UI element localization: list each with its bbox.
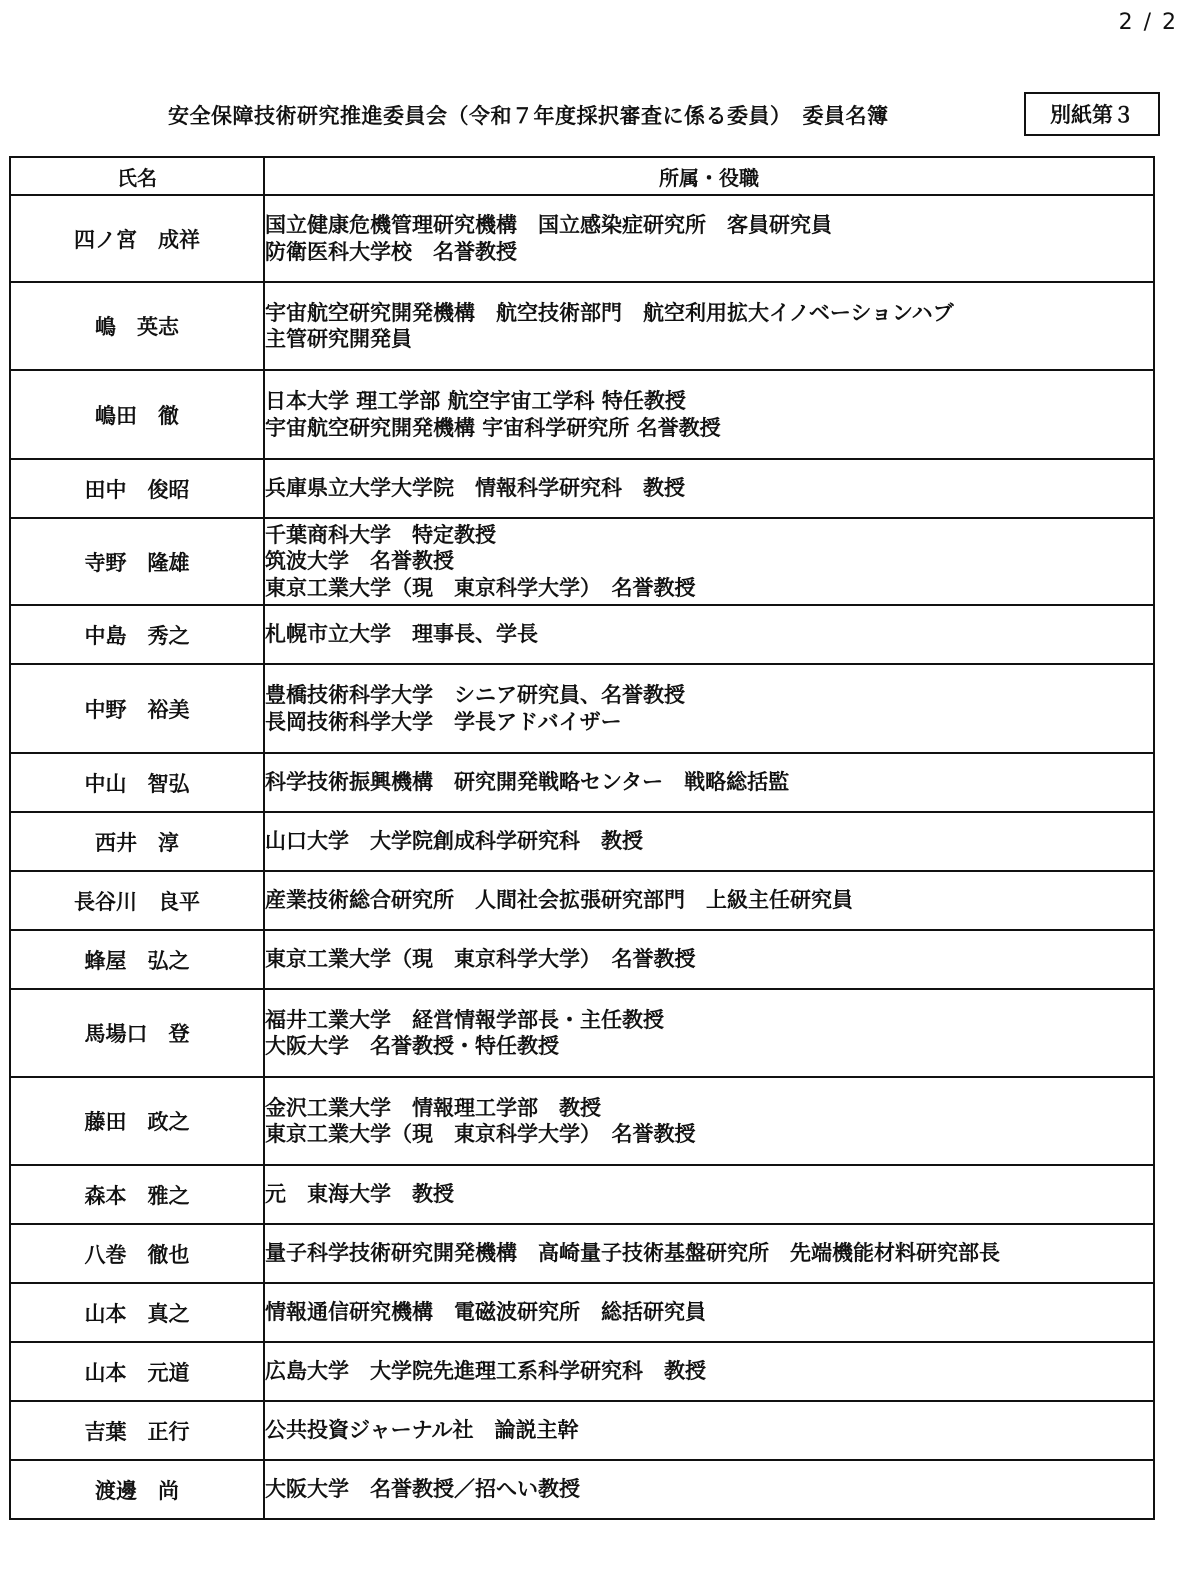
- table-row: [10, 282, 1154, 370]
- member-name: 嶋 英志: [10, 282, 264, 370]
- affiliation-line: 筑波大学 名誉教授: [265, 549, 454, 574]
- affiliation-line: 防衛医科大学校 名誉教授: [265, 239, 517, 264]
- affiliation-line: 元 東海大学 教授: [265, 1182, 454, 1207]
- affiliation-line: 東京工業大学（現 東京科学大学） 名誉教授: [265, 575, 696, 600]
- member-name: 山本 元道: [10, 1342, 264, 1401]
- table-row: [10, 812, 1154, 871]
- member-affiliation: [264, 1283, 1154, 1342]
- member-affiliation: [264, 664, 1154, 753]
- member-affiliation: [264, 605, 1154, 664]
- affiliation-line: 兵庫県立大学大学院 情報科学研究科 教授: [265, 476, 685, 501]
- member-name: 蜂屋 弘之: [10, 930, 264, 989]
- member-name: 中山 智弘: [10, 753, 264, 812]
- member-affiliation: [264, 195, 1154, 282]
- affiliation-line: 情報通信研究機構 電磁波研究所 総括研究員: [265, 1300, 706, 1325]
- affiliation-line: 宇宙航空研究開発機構 宇宙科学研究所 名誉教授: [265, 415, 721, 440]
- member-name: 山本 真之: [10, 1283, 264, 1342]
- affiliation-line: 東京工業大学（現 東京科学大学） 名誉教授: [265, 1122, 696, 1146]
- affiliation-line: 宇宙航空研究開発機構 航空技術部門 航空利用拡大イノベーションハブ: [265, 300, 954, 325]
- affiliation-line: 量子科学技術研究開発機構 高崎量子技術基盤研究所 先端機能材料研究部長: [265, 1241, 1000, 1266]
- affiliation-line: 福井工業大学 経営情報学部長・主任教授: [265, 1007, 664, 1032]
- member-affiliation: [264, 930, 1154, 989]
- affiliation-line: 東京工業大学（現 東京科学大学） 名誉教授: [265, 947, 696, 972]
- member-affiliation: [264, 812, 1154, 871]
- member-affiliation: [264, 1401, 1154, 1460]
- member-name: 中島 秀之: [10, 605, 264, 664]
- table-row: [10, 930, 1154, 989]
- affiliation-line: 公共投資ジャーナル社 論説主幹: [265, 1418, 579, 1443]
- table-row: [10, 664, 1154, 753]
- member-affiliation: [264, 459, 1154, 518]
- member-affiliation: [264, 282, 1154, 370]
- table-row: [10, 753, 1154, 812]
- member-affiliation: [264, 1077, 1154, 1165]
- table-row: [10, 1283, 1154, 1342]
- affiliation-line: 国立健康危機管理研究機構 国立感染症研究所 客員研究員: [265, 213, 832, 238]
- member-name: 藤田 政之: [10, 1077, 264, 1165]
- affiliation-line: 大阪大学 名誉教授・特任教授: [265, 1034, 559, 1058]
- document-header: [0, 92, 1200, 140]
- table-row: [10, 1165, 1154, 1224]
- table-row: [10, 1224, 1154, 1283]
- member-affiliation: [264, 1460, 1154, 1519]
- member-affiliation: [264, 1342, 1154, 1401]
- affiliation-line: 長岡技術科学大学 学長アドバイザー: [265, 709, 622, 734]
- member-name: 中野 裕美: [10, 664, 264, 753]
- member-affiliation: [264, 370, 1154, 459]
- table-row: [10, 518, 1154, 605]
- affiliation-line: 主管研究開発員: [265, 327, 412, 351]
- table-row: [10, 1077, 1154, 1165]
- table-header-row: [10, 157, 1154, 195]
- member-name: 森本 雅之: [10, 1165, 264, 1224]
- affiliation-line: 札幌市立大学 理事長、学長: [265, 622, 538, 647]
- affiliation-line: 日本大学 理工学部 航空宇宙工学科 特任教授: [265, 389, 686, 414]
- document-title: 安全保障技術研究推進委員会（令和７年度採択審査に係る委員） 委員名簿: [168, 104, 889, 128]
- page-number: 2 / 2: [1118, 10, 1178, 35]
- member-affiliation: [264, 989, 1154, 1077]
- affiliation-line: 大阪大学 名誉教授／招へい教授: [265, 1477, 580, 1502]
- table-row: [10, 1460, 1154, 1519]
- table-row: [10, 1401, 1154, 1460]
- table-row: [10, 1342, 1154, 1401]
- member-name: 渡邊 尚: [10, 1460, 264, 1519]
- member-name: 西井 淳: [10, 812, 264, 871]
- affiliation-line: 山口大学 大学院創成科学研究科 教授: [265, 829, 643, 854]
- table-row: [10, 370, 1154, 459]
- member-affiliation: [264, 1165, 1154, 1224]
- affiliation-column-header: 所属・役職: [264, 157, 1154, 195]
- member-name: 嶋田 徹: [10, 370, 264, 459]
- name-column-header: 氏名: [10, 157, 264, 195]
- table-row: [10, 605, 1154, 664]
- table-row: [10, 871, 1154, 930]
- member-name: 寺野 隆雄: [10, 518, 264, 605]
- member-affiliation: [264, 1224, 1154, 1283]
- table-row: [10, 989, 1154, 1077]
- member-roster-table: [9, 156, 1155, 1520]
- member-affiliation: [264, 753, 1154, 812]
- affiliation-line: 広島大学 大学院先進理工系科学研究科 教授: [265, 1359, 706, 1384]
- member-name: 八巻 徹也: [10, 1224, 264, 1283]
- affiliation-line: 千葉商科大学 特定教授: [265, 523, 496, 548]
- affiliation-line: 金沢工業大学 情報理工学部 教授: [265, 1095, 601, 1120]
- member-affiliation: [264, 518, 1154, 605]
- member-name: 長谷川 良平: [10, 871, 264, 930]
- member-affiliation: [264, 871, 1154, 930]
- table-row: [10, 195, 1154, 282]
- table-row: [10, 459, 1154, 518]
- affiliation-line: 科学技術振興機構 研究開発戦略センター 戦略総括監: [265, 770, 790, 795]
- affiliation-line: 産業技術総合研究所 人間社会拡張研究部門 上級主任研究員: [265, 888, 853, 913]
- affiliation-line: 豊橋技術科学大学 シニア研究員、名誉教授: [265, 683, 685, 708]
- member-name: 四ノ宮 成祥: [10, 195, 264, 282]
- member-name: 吉葉 正行: [10, 1401, 264, 1460]
- table-body: [10, 195, 1154, 1519]
- attachment-label: 別紙第３: [1024, 92, 1160, 136]
- member-name: 馬場口 登: [10, 989, 264, 1077]
- member-name: 田中 俊昭: [10, 459, 264, 518]
